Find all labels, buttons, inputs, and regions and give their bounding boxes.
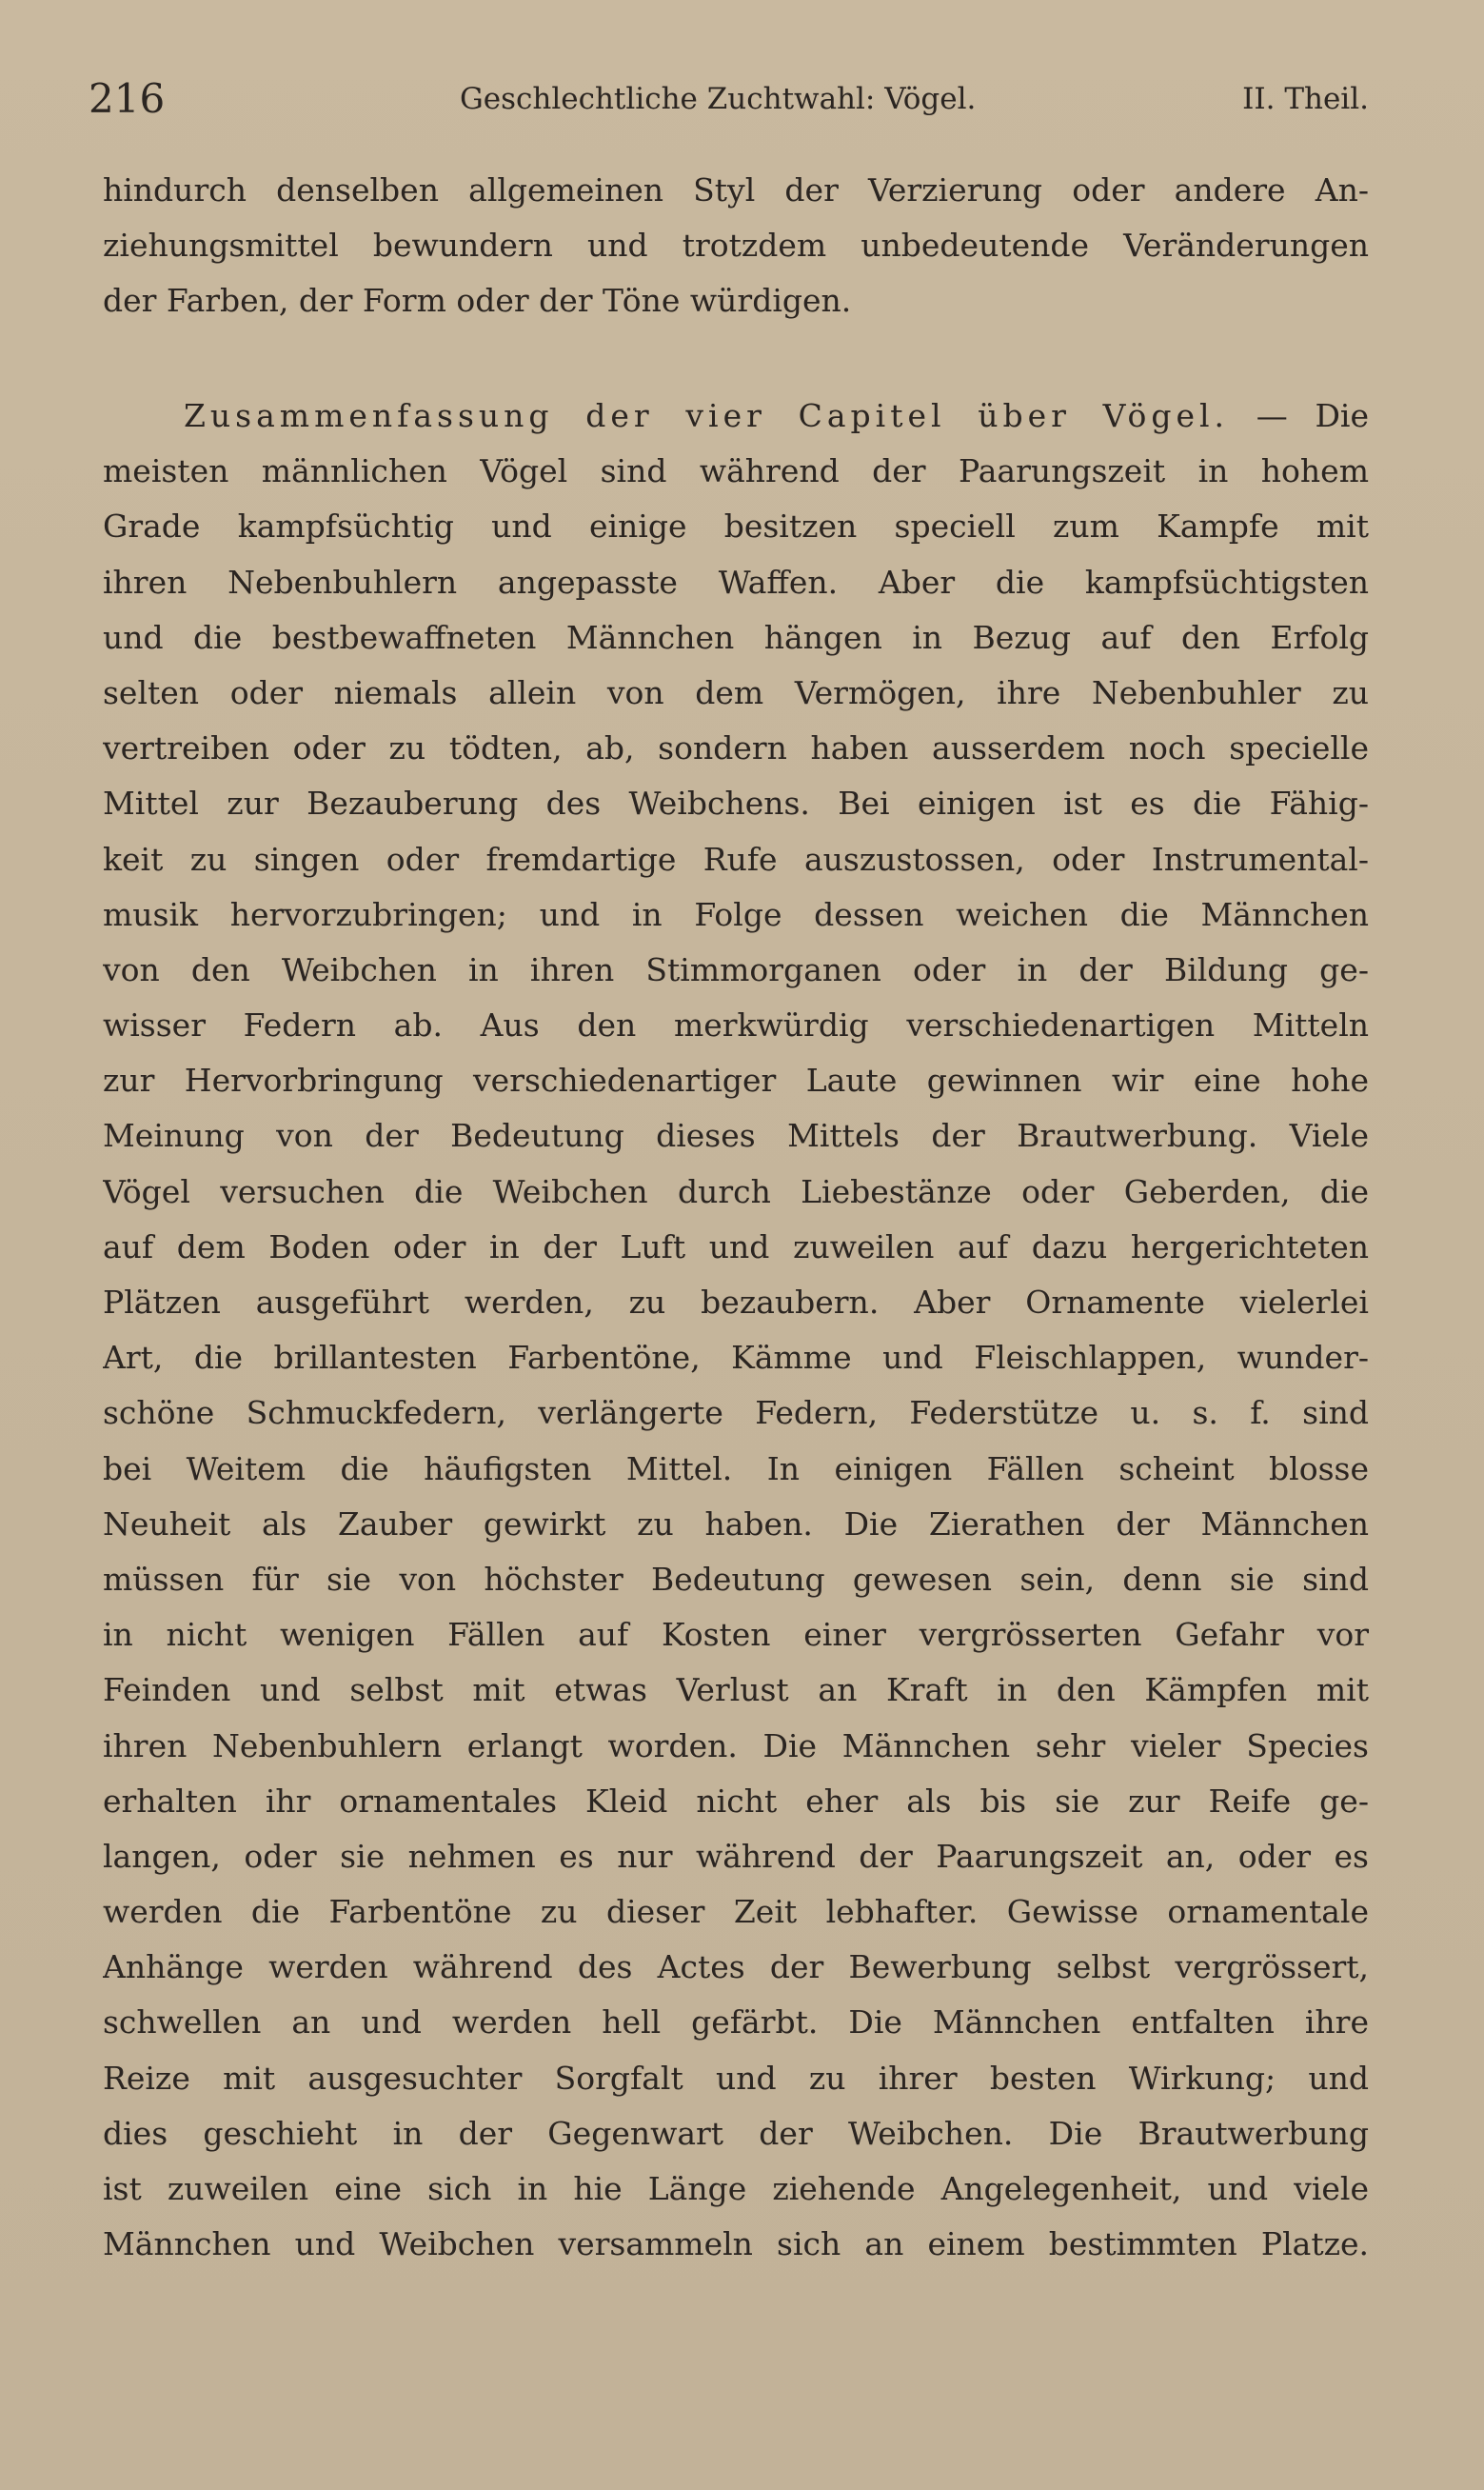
text-line: in nicht wenigen Fällen auf Kosten einer vergrösserten Gefahr vor [103, 1616, 1369, 1654]
text-line: ziehungsmittel bewundern und trotzdem unbedeutende Veränderungen [103, 227, 1369, 265]
text-line: zur Hervorbringung verschiedenartiger Laute gewinnen wir eine hohe [103, 1062, 1369, 1100]
text-line: schwellen an und werden hell gefärbt. Die Männchen entfalten ihre [103, 2003, 1369, 2042]
intro-paragraph [103, 163, 1369, 329]
running-header [89, 74, 1369, 124]
text-line: Feinden und selbst mit etwas Verlust an Kraft in den Kämpfen mit [103, 1671, 1369, 1709]
text-line: auf dem Boden oder in der Luft und zuweilen auf dazu hergerichteten [103, 1227, 1369, 1265]
text-line: Männchen und Weibchen versammeln sich an einem bestimmten Platze. [103, 2225, 1369, 2263]
text-line: schöne Schmuckfedern, verlängerte Federn, Federstütze u. s. f. sind [103, 1394, 1369, 1432]
text-line: werden die Farbentöne zu dieser Zeit lebhafter. Gewisse ornamentale [103, 1893, 1369, 1931]
text-line: Reize mit ausgesuchter Sorgfalt und zu ihrer besten Wirkung; und [103, 2059, 1369, 2097]
text-line: Plätzen ausgeführt werden, zu bezaubern. Aber Ornamente vielerlei [103, 1284, 1369, 1321]
text-line: wisser Federn ab. Aus den merkwürdig verschiedenartigen Mitteln [103, 1006, 1369, 1045]
text-line: Vögel versuchen die Weibchen durch Liebestänze oder Geberden, die [103, 1172, 1369, 1210]
text-line: Anhänge werden während des Actes der Bewerbung selbst vergrössert, [103, 1948, 1369, 1986]
text-line: ihren Nebenbuhlern angepasste Waffen. Aber die kampfsüchtigsten [103, 563, 1369, 601]
text-line: müssen für sie von höchster Bedeutung gewesen sein, denn sie sind [103, 1560, 1369, 1598]
summary-first-line [103, 388, 1369, 444]
page-number: 216 [89, 75, 166, 122]
text-line: Art, die brillantesten Farbentöne, Kämme und Fleischlappen, wunder- [103, 1339, 1369, 1377]
text-line: vertreiben oder zu tödten, ab, sondern haben ausserdem noch specielle [103, 729, 1369, 767]
text-line: hindurch denselben allgemeinen Styl der Verzierung oder andere An- [103, 171, 1369, 209]
text-line: erhalten ihr ornamentales Kleid nicht eher als bis sie zur Reife ge- [103, 1782, 1369, 1820]
text-line: Meinung von der Bedeutung dieses Mittels der Brautwerbung. Viele [103, 1117, 1369, 1155]
heading-continuation: — Die [1256, 397, 1369, 434]
text-line: Neuheit als Zauber gewirkt zu haben. Die Zierathen der Männchen [103, 1504, 1369, 1543]
section-heading: Zusammenfassung der vier Capitel über Vögel. [184, 397, 1230, 434]
text-line: musik hervorzubringen; und in Folge dessen weichen die Männchen [103, 895, 1369, 933]
text-line: von den Weibchen in ihren Stimmorganen oder in der Bildung ge- [103, 950, 1369, 988]
text-line: ist zuweilen eine sich in hie Länge ziehende Angelegenheit, und viele [103, 2170, 1369, 2207]
text-line: ihren Nebenbuhlern erlangt worden. Die Männchen sehr vieler Species [103, 1726, 1369, 1764]
text-line: und die bestbewaffneten Männchen hängen in Bezug auf den Erfolg [103, 618, 1369, 656]
text-line: der Farben, der Form oder der Töne würdigen. [103, 282, 852, 320]
text-line: Grade kampfsüchtig und einige besitzen speciell zum Kampfe mit [103, 508, 1369, 546]
text-line: langen, oder sie nehmen es nur während der Paarungszeit an, oder es [103, 1837, 1369, 1875]
text-line: selten oder niemals allein von dem Vermögen, ihre Nebenbuhler zu [103, 673, 1369, 711]
running-title: Geschlechtliche Zuchtwahl: Vögel. [460, 82, 977, 116]
summary-paragraph [103, 388, 1369, 2272]
section-label: II. Theil. [1242, 82, 1369, 116]
text-line: bei Weitem die häufigsten Mittel. In einigen Fällen scheint blosse [103, 1449, 1369, 1487]
text-line: keit zu singen oder fremdartige Rufe auszustossen, oder Instrumental- [103, 840, 1369, 878]
text-line: meisten männlichen Vögel sind während der Paarungszeit in hohem [103, 452, 1369, 490]
text-line: Mittel zur Bezauberung des Weibchens. Bei einigen ist es die Fähig- [103, 785, 1369, 823]
text-line: dies geschieht in der Gegenwart der Weibchen. Die Brautwerbung [103, 2114, 1369, 2152]
